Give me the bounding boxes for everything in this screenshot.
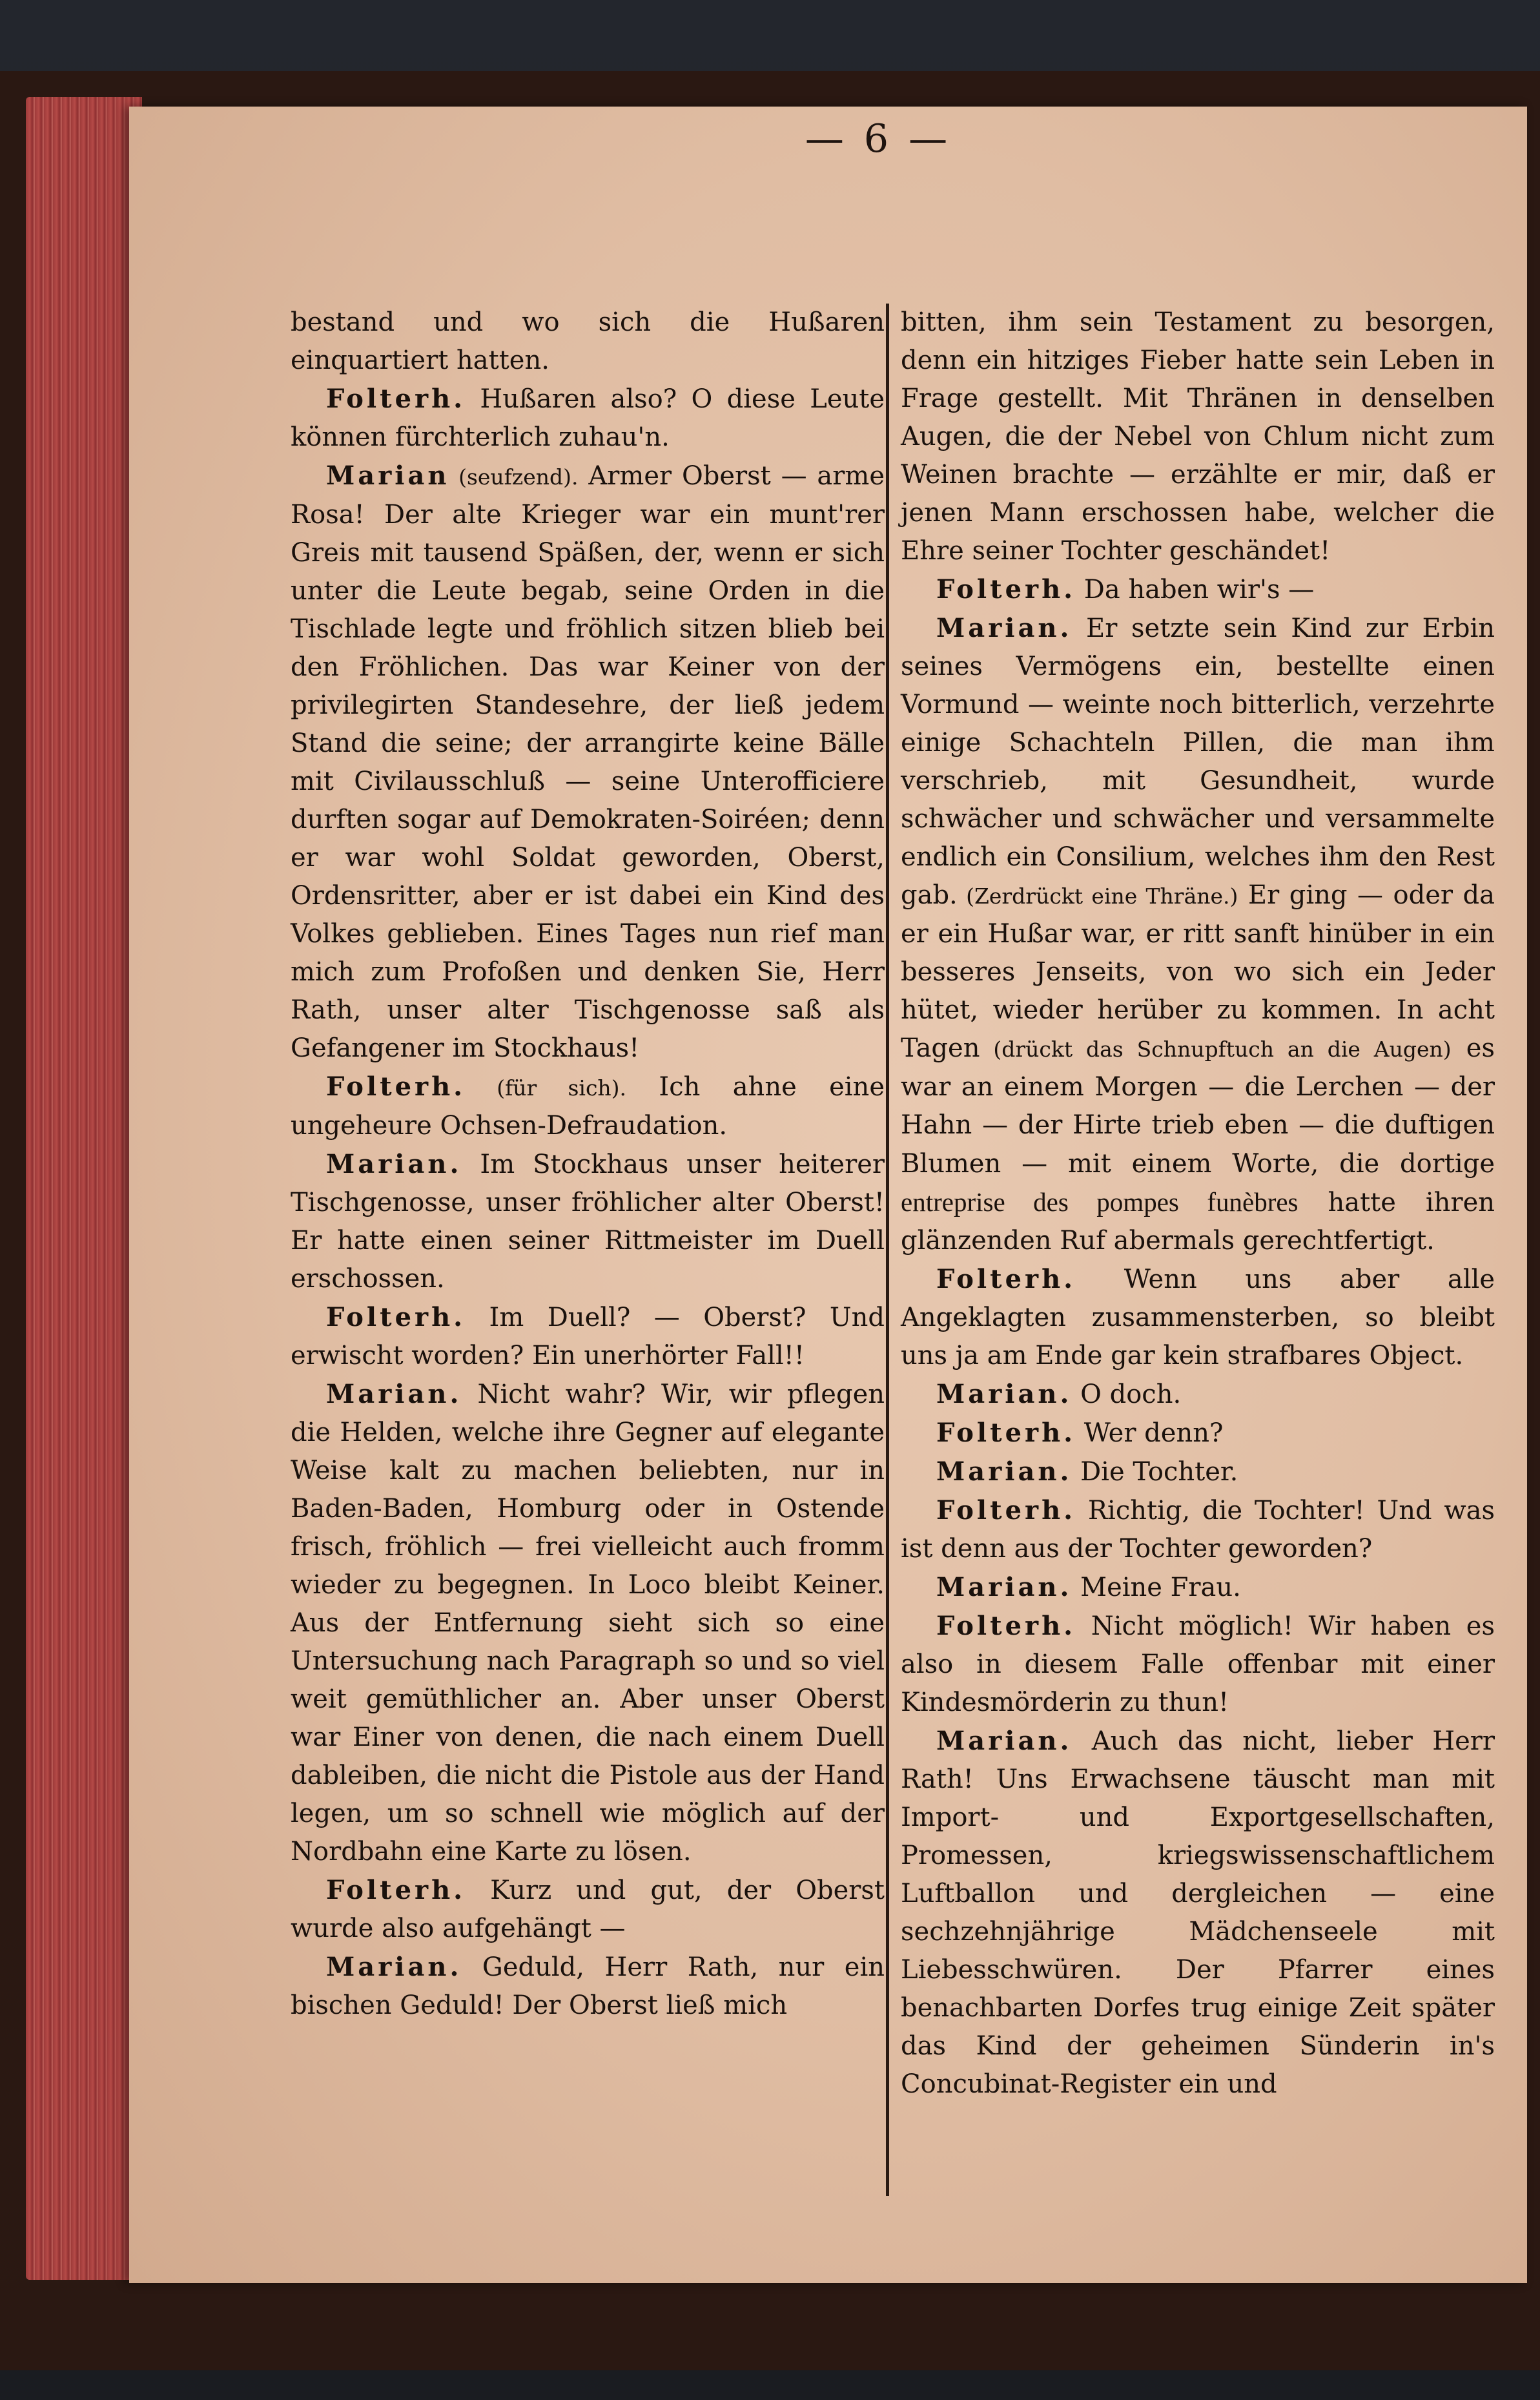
stage-direction: (für sich).	[466, 1075, 627, 1101]
paragraph: Folterh. Wer denn?	[936, 1418, 1224, 1448]
speaker-name: Folterh.	[936, 1264, 1076, 1294]
speaker-name: Marian.	[326, 1952, 462, 1982]
speaker-name: Marian.	[936, 613, 1073, 643]
right-column	[901, 304, 1495, 2104]
speaker-name: Marian.	[936, 1379, 1073, 1409]
left-column	[291, 304, 885, 2025]
speaker-name: Folterh.	[936, 1495, 1076, 1526]
paragraph: Marian. Nicht wahr? Wir, wir pflegen die Helden, welche ihre Gegner auf elegante Weise kalt zu machen beliebten, nur in Baden-Baden, Homburg oder in Ostende frisch, fröhlich — frei vielleicht auch fromm wieder zu begegnen. In Loco bleibt Keiner. Aus der Entfernung sieht sich so eine Untersuchung nach Paragraph so und so viel weit gemüthlicher an. Aber unser Oberst war Einer von denen, die nach einem Duell dableiben, die nicht die Pistole aus der Hand legen, um so schnell wie möglich auf der Nordbahn eine Karte zu lösen.	[291, 1379, 885, 1867]
page-number: — 6 —	[805, 116, 952, 161]
speaker-name: Folterh.	[936, 574, 1076, 605]
paragraph: Folterh. Wenn uns aber alle Angeklagten zusammensterben, so bleibt uns ja am Ende gar kein strafbares Object.	[901, 1264, 1495, 1371]
speaker-name: Folterh.	[936, 1611, 1076, 1641]
paragraph: Folterh. Richtig, die Tochter! Und was ist denn aus der Tochter geworden?	[901, 1495, 1495, 1564]
speaker-name: Folterh.	[326, 1302, 466, 1332]
paragraph: Marian. Meine Frau.	[936, 1572, 1241, 1602]
paragraph: Folterh. (für sich). Ich ahne eine ungeheure Ochsen-Defraudation.	[291, 1071, 885, 1141]
paragraph: Folterh. Hußaren also? O diese Leute können fürchterlich zuhau'n.	[291, 384, 885, 452]
paragraph: Marian. Im Stockhaus unser heiterer Tischgenosse, unser fröhlicher alter Oberst! Er hatte einen seiner Rittmeister im Duell erschossen.	[291, 1149, 885, 1294]
speaker-name: Folterh.	[936, 1418, 1076, 1448]
speaker-name: Marian.	[936, 1572, 1073, 1602]
paragraph: Marian. Auch das nicht, lieber Herr Rath! Uns Erwachsene täuscht man mit Import- und Exportgesellschaften, Promessen, kriegswissenschaftlichem Luftballon und dergleichen — eine sechzehnjährige Mädchenseele mit Liebesschwüren. Der Pfarrer eines benachbarten Dorfes trug einige Zeit später das Kind der geheimen Sünderin in's Concubinat-Register ein und	[901, 1726, 1495, 2099]
speaker-name: Marian.	[936, 1726, 1073, 1756]
page-edges	[26, 97, 142, 2280]
paragraph: Marian. Die Tochter.	[936, 1456, 1238, 1487]
speaker-name: Folterh.	[326, 1071, 466, 1102]
paragraph: Marian (seufzend). Armer Oberst — arme Rosa! Der alte Krieger war ein munt'rer Greis mit tausend Späßen, der, wenn er sich unter die Leute begab, seine Orden in die Tischlade legte und fröhlich sitzen blieb bei den Fröhlichen. Das war Keiner von der privilegirten Standesehre, der ließ jedem Stand die seine; der arrangirte keine Bälle mit Civilausschluß — seine Unterofficiere durften sogar auf Demokraten-Soiréen; denn er war wohl Soldat geworden, Oberst, Ordensritter, aber er ist dabei ein Kind des Volkes geblieben. Eines Tages nun rief man mich zum Profoßen und denken Sie, Herr Rath, unser alter Tischgenosse saß als Gefangener im Stockhaus!	[291, 460, 885, 1063]
paragraph: Marian. Geduld, Herr Rath, nur ein bischen Geduld! Der Oberst ließ mich	[291, 1952, 885, 2020]
paragraph: Marian. O doch.	[936, 1379, 1182, 1409]
stage-direction: (seufzend).	[449, 464, 579, 490]
paragraph: Marian. Er setzte sein Kind zur Erbin seines Vermögens ein, bestellte einen Vormund — weinte noch bitterlich, verzehrte einige Schachteln Pillen, die man ihm verschrieb, mit Gesundheit, wurde schwächer und schwächer und versammelte endlich ein Consilium, welches ihm den Rest gab. (Zerdrückt eine Thräne.) Er ging — oder da er ein Hußar war, er ritt sanft hinüber in ein besseres Jenseits, von wo sich ein Jeder hütet, wieder herüber zu kommen. In acht Tagen (drückt das Schnupftuch an die Augen) es war an einem Morgen — die Lerchen — der Hahn — der Hirte trieb eben — die duftigen Blumen — mit einem Worte, die dortige entreprise des pompes funèbres hatte ihren glänzenden Ruf abermals gerechtfertigt.	[901, 613, 1495, 1256]
speaker-name: Folterh.	[326, 384, 466, 414]
column-divider	[886, 304, 889, 2196]
paragraph: bestand und wo sich die Hußaren einquartiert hatten.	[291, 307, 885, 375]
stage-direction: (drückt das Schnupftuch an die Augen)	[980, 1037, 1452, 1062]
stage-direction: (Zerdrückt eine Thräne.)	[957, 884, 1238, 909]
speaker-name: Marian	[326, 460, 450, 491]
paragraph: Folterh. Kurz und gut, der Oberst wurde also aufgehängt —	[291, 1875, 885, 1943]
paragraph: Folterh. Da haben wir's —	[936, 574, 1315, 605]
speaker-name: Marian.	[326, 1149, 462, 1179]
speaker-name: Marian.	[936, 1456, 1073, 1487]
paragraph: Folterh. Nicht möglich! Wir haben es also in diesem Falle offenbar mit einer Kindesmörderin zu thun!	[901, 1611, 1495, 1717]
latin-phrase: entreprise des pompes funèbres	[901, 1187, 1299, 1217]
speaker-name: Folterh.	[326, 1875, 466, 1905]
paragraph: Folterh. Im Duell? — Oberst? Und erwischt worden? Ein unerhörter Fall!!	[291, 1302, 885, 1371]
paragraph: bitten, ihm sein Testament zu besorgen, denn ein hitziges Fieber hatte sein Leben in Frage gestellt. Mit Thränen in denselben Augen, die der Nebel von Chlum nicht zum Weinen brachte — erzählte er mir, daß er jenen Mann erschossen habe, welcher die Ehre seiner Tochter geschändet!	[901, 307, 1495, 566]
speaker-name: Marian.	[326, 1379, 462, 1409]
